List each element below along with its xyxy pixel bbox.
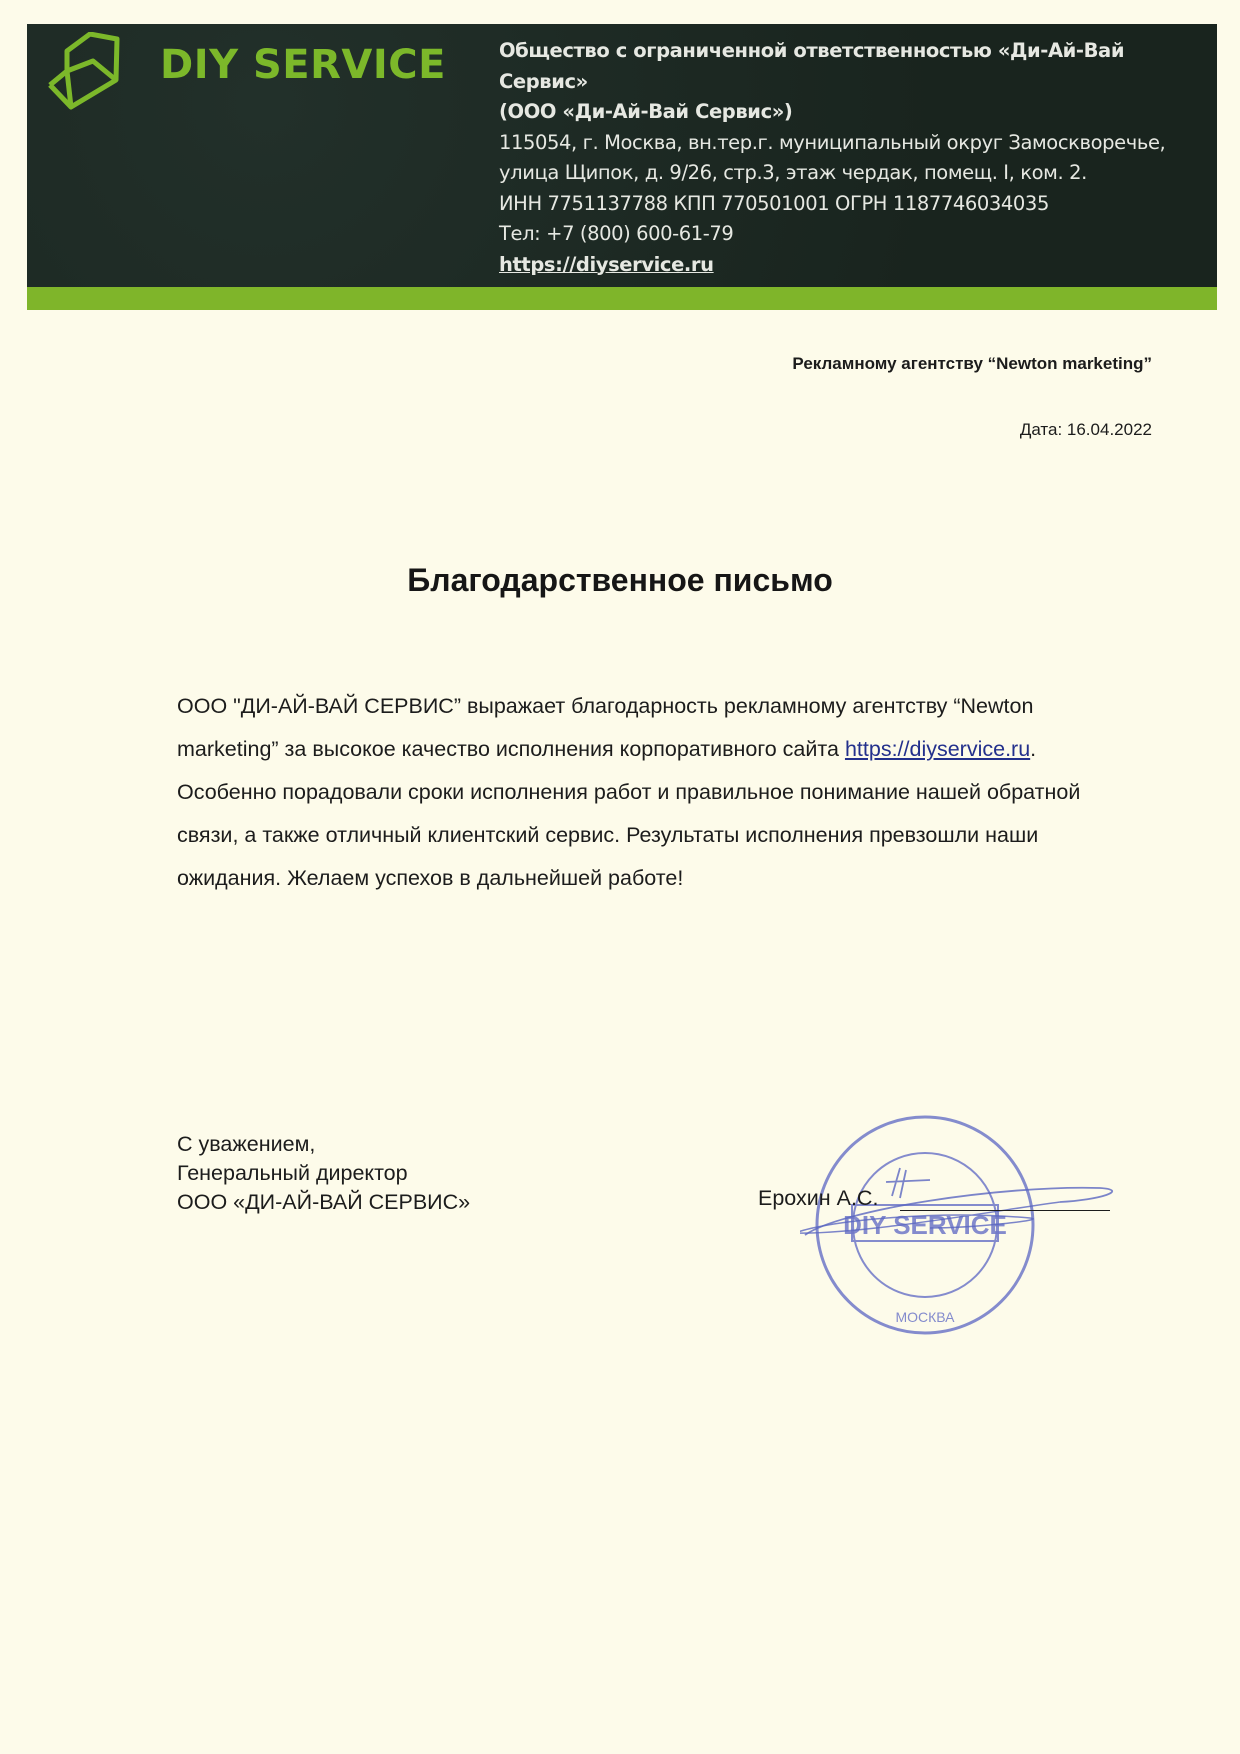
closing-position: Генеральный директор <box>177 1161 408 1185</box>
closing-company: ООО «ДИ-АЙ-ВАЙ СЕРВИС» <box>177 1190 471 1214</box>
letter-date: Дата: 16.04.2022 <box>1019 420 1152 439</box>
body-text-part-1: ООО "ДИ-АЙ-ВАЙ СЕРВИС” выражает благодарность рекламному агентству “Newton marketing” за высокое качество исполнения корпоративного сайта <box>177 694 1034 761</box>
letter-title: Благодарственное письмо <box>407 562 833 598</box>
letter-body <box>177 685 1137 900</box>
letterhead <box>27 24 1217 287</box>
body-website-link[interactable]: https://diyservice.ru <box>844 737 1031 761</box>
website-link[interactable]: https://diyservice.ru <box>499 252 714 276</box>
address-line-1: 115054, г. Москва, вн.тер.г. муниципальный округ Замоскворечье, <box>499 130 1166 154</box>
header-accent-strip <box>27 287 1217 310</box>
company-stamp-icon <box>800 1110 1160 1350</box>
diy-logo-icon <box>37 32 137 122</box>
recipient: Рекламному агентству “Newton marketing” <box>792 354 1152 373</box>
closing-block <box>177 1130 470 1217</box>
stamp-center-text: DIY SERVICE <box>843 1210 1007 1240</box>
body-text-part-2: . Особенно порадовали сроки исполнения работ и правильное понимание нашей обратной связи, а также отличный клиентский сервис. Результаты исполнения превзошли наши ожидания. Желаем успехов в дальнейшей работе! <box>177 737 1081 890</box>
stamp-city: МОСКВА <box>895 1309 955 1325</box>
company-details <box>499 36 1219 280</box>
company-full-name: Общество с ограниченной ответственностью «Ди-Ай-Вай Сервис» <box>499 39 1125 93</box>
closing-regards: С уважением, <box>177 1132 316 1156</box>
signer-name: Ерохин А.С. <box>758 1186 879 1210</box>
phone: Тел: +7 (800) 600-61-79 <box>499 222 734 245</box>
brand-name: DIY SERVICE <box>160 42 446 88</box>
registration-numbers: ИНН 7751137788 КПП 770501001 ОГРН 1187746034035 <box>499 191 1049 215</box>
signature-line <box>900 1210 1110 1211</box>
address-line-2: улица Щипок, д. 9/26, стр.3, этаж чердак, помещ. I, ком. 2. <box>499 161 1087 184</box>
company-short-name: (ООО «Ди-Ай-Вай Сервис») <box>499 100 793 123</box>
